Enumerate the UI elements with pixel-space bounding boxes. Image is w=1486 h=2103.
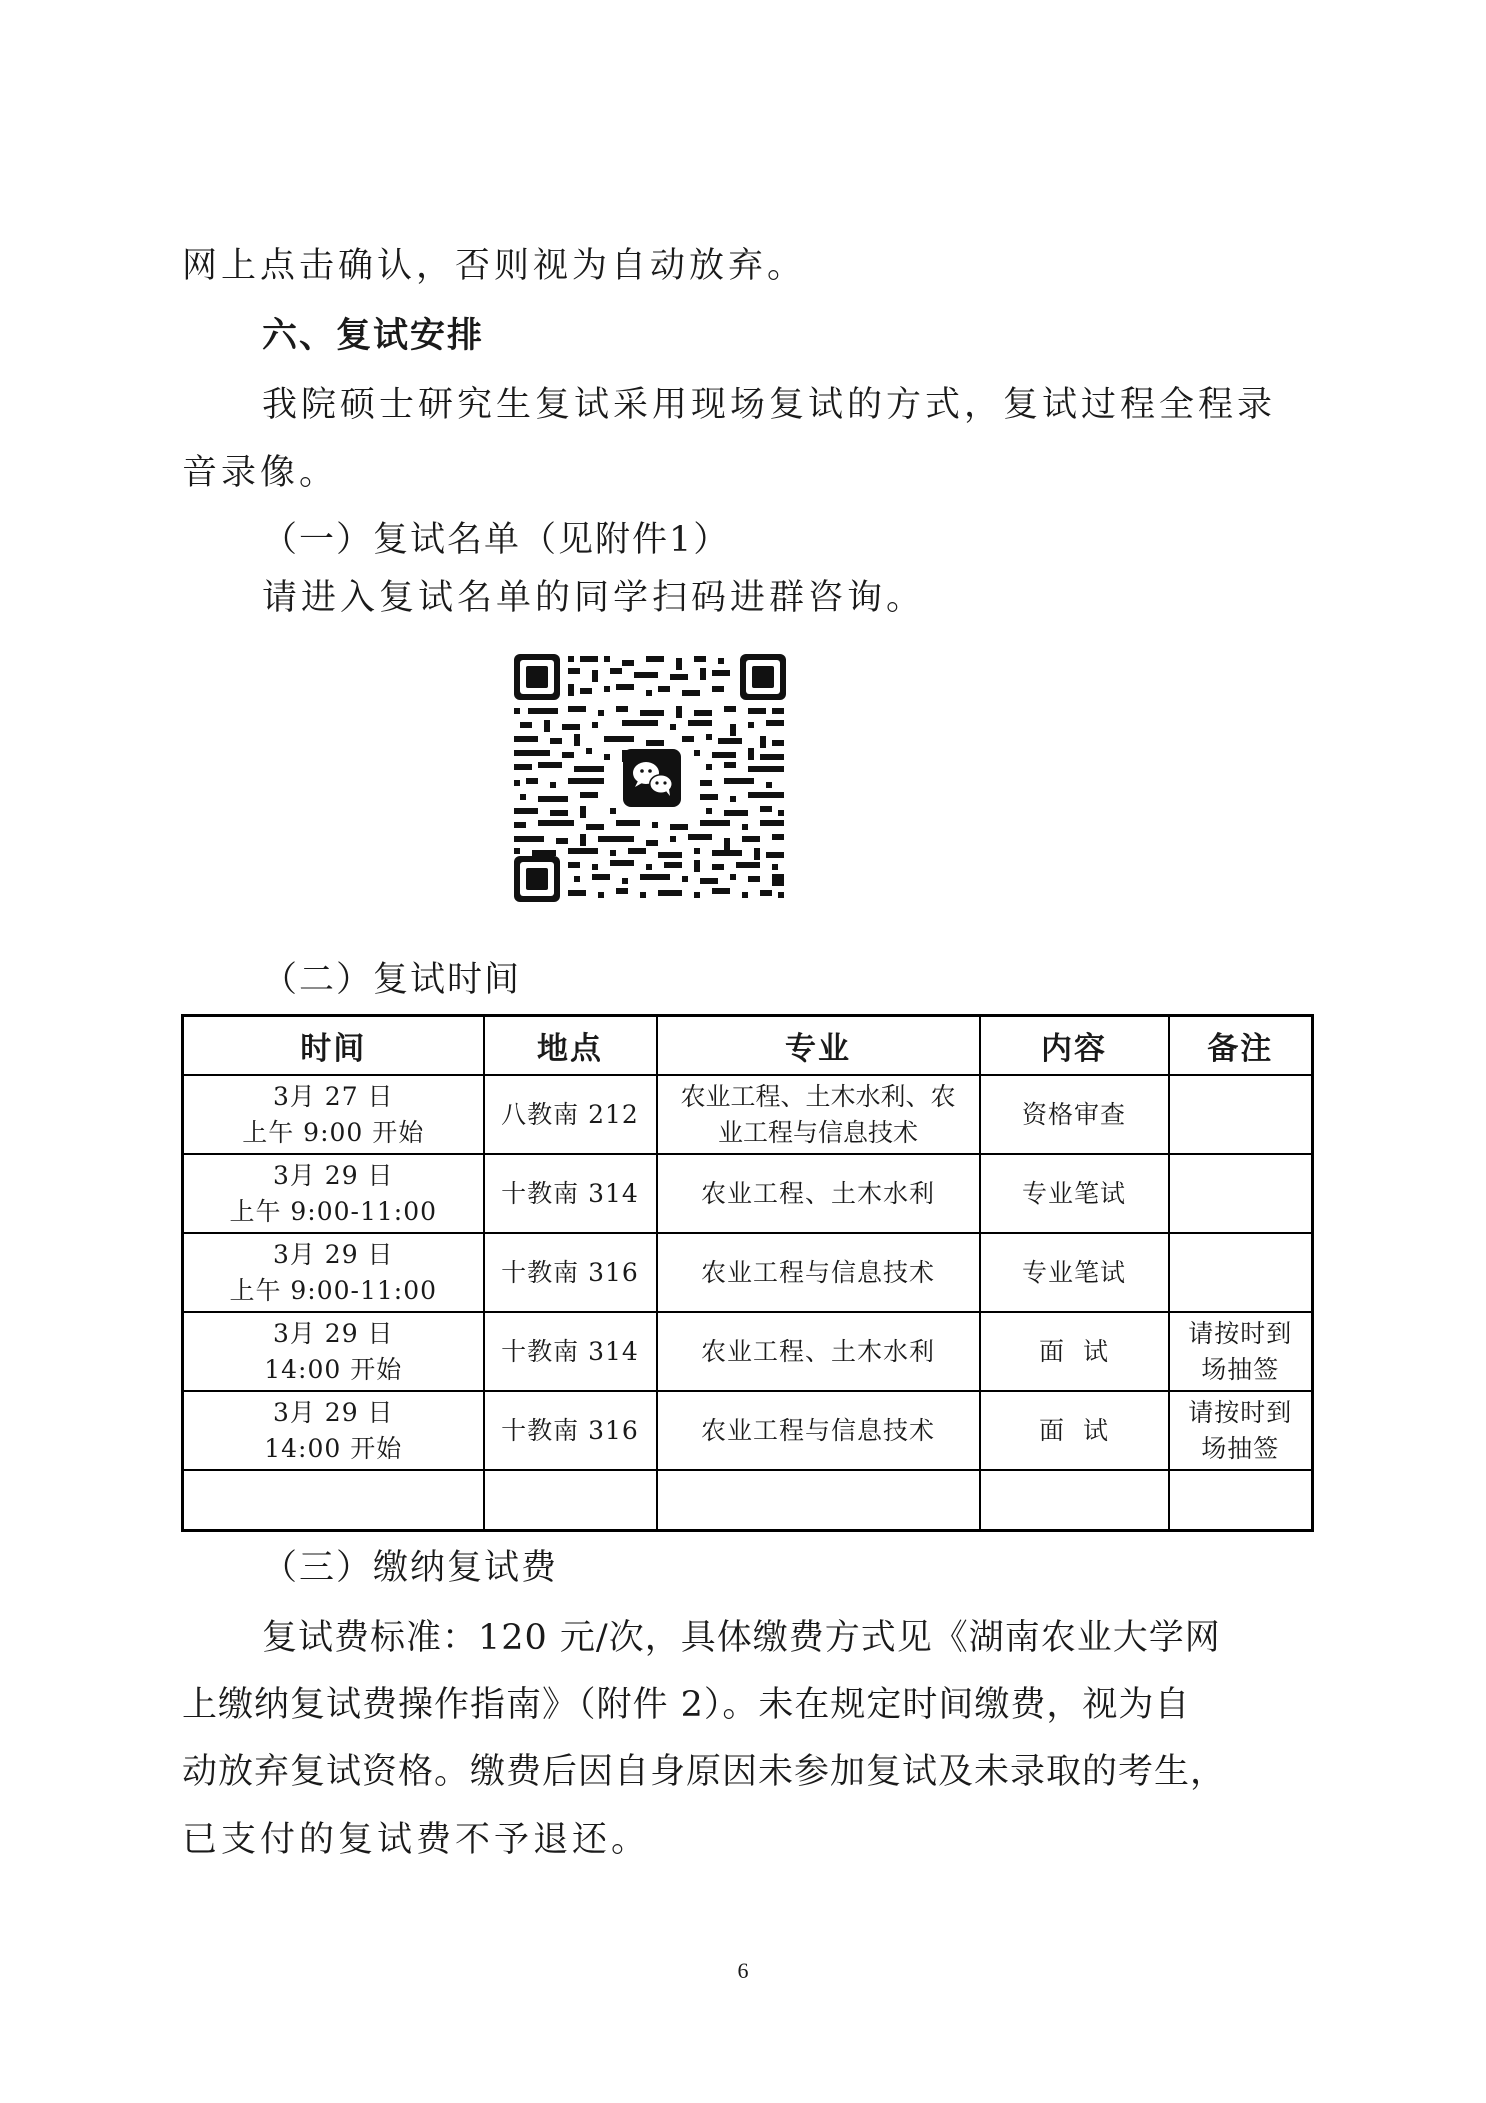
wechat-icon [623, 749, 681, 807]
cell-content: 资格审查 [980, 1075, 1169, 1154]
cell-content: 面 试 [980, 1312, 1169, 1391]
major-line1: 农业工程、土木水利 [700, 1336, 935, 1366]
page-number: 6 [737, 1958, 749, 1983]
cell-time [183, 1075, 484, 1154]
header-major: 专业 [657, 1016, 980, 1076]
cell-content [980, 1470, 1169, 1531]
header-time: 时间 [183, 1016, 484, 1076]
cell-major [657, 1075, 980, 1154]
cell-content: 面 试 [980, 1391, 1169, 1470]
cell-note [1169, 1154, 1313, 1233]
schedule-table [181, 1014, 1314, 1532]
section-heading: 六、复试安排 [262, 316, 485, 356]
fee-paragraph-line3: 动放弃复试资格。缴费后因自身原因未参加复试及未录取的考生， [182, 1752, 1227, 1792]
time-date: 3月 29 日 [272, 1160, 394, 1190]
table-row [183, 1075, 1313, 1154]
major-line2: 业工程与信息技术 [717, 1117, 918, 1147]
table-row-empty [183, 1470, 1313, 1531]
table-row [183, 1233, 1313, 1312]
cell-time [183, 1233, 484, 1312]
qr-code[interactable] [508, 650, 792, 906]
time-hours: 上午 9:00 开始 [242, 1117, 425, 1147]
subsection1-title: （一）复试名单（见附件1） [262, 520, 731, 560]
note-line1: 请按时到 [1188, 1397, 1293, 1427]
header-content: 内容 [980, 1016, 1169, 1076]
cell-content: 专业笔试 [980, 1233, 1169, 1312]
cell-time [183, 1391, 484, 1470]
note-line2: 场抽签 [1201, 1433, 1280, 1463]
time-date: 3月 27 日 [272, 1081, 394, 1111]
major-line1: 农业工程、土木水利、农 [680, 1081, 956, 1111]
fee-paragraph-line2: 上缴纳复试费操作指南》（附件 2）。未在规定时间缴费，视为自 [182, 1685, 1191, 1725]
subsection3-title: （三）缴纳复试费 [262, 1548, 559, 1588]
fee-paragraph-line1: 复试费标准：120 元/次，具体缴费方式见《湖南农业大学网 [262, 1618, 1221, 1658]
qr-finder-bottom-left [514, 856, 560, 902]
time-hours: 上午 9:00-11:00 [229, 1275, 438, 1305]
fee-paragraph-line4: 已支付的复试费不予退还。 [182, 1820, 651, 1860]
time-hours: 14:00 开始 [264, 1433, 403, 1463]
cell-note [1169, 1312, 1313, 1391]
cell-location [484, 1470, 657, 1531]
table-header-row [183, 1016, 1313, 1076]
time-date: 3月 29 日 [272, 1239, 394, 1269]
time-date: 3月 29 日 [272, 1318, 394, 1348]
subsection2-title: （二）复试时间 [262, 960, 522, 1000]
cell-note [1169, 1470, 1313, 1531]
cell-major [657, 1312, 980, 1391]
qr-finder-top-left [514, 654, 560, 700]
header-location: 地点 [484, 1016, 657, 1076]
subsection1-text: 请进入复试名单的同学扫码进群咨询。 [262, 578, 926, 618]
cell-location: 八教南 212 [484, 1075, 657, 1154]
cell-content: 专业笔试 [980, 1154, 1169, 1233]
section-paragraph-line1: 我院硕士研究生复试采用现场复试的方式，复试过程全程录 [262, 385, 1277, 425]
major-line1: 农业工程与信息技术 [700, 1257, 935, 1287]
time-hours: 14:00 开始 [264, 1354, 403, 1384]
cell-time [183, 1154, 484, 1233]
table-row [183, 1312, 1313, 1391]
note-line2: 场抽签 [1201, 1354, 1280, 1384]
cell-location: 十教南 316 [484, 1233, 657, 1312]
time-hours: 上午 9:00-11:00 [229, 1196, 438, 1226]
cell-location: 十教南 314 [484, 1312, 657, 1391]
cell-note [1169, 1075, 1313, 1154]
cell-time [183, 1312, 484, 1391]
table-row [183, 1154, 1313, 1233]
major-line1: 农业工程与信息技术 [700, 1415, 935, 1445]
cell-location: 十教南 316 [484, 1391, 657, 1470]
intro-line: 网上点击确认，否则视为自动放弃。 [182, 246, 807, 286]
cell-location: 十教南 314 [484, 1154, 657, 1233]
cell-major [657, 1154, 980, 1233]
cell-major [657, 1470, 980, 1531]
cell-note [1169, 1233, 1313, 1312]
major-line1: 农业工程、土木水利 [700, 1178, 935, 1208]
section-paragraph-line2: 音录像。 [182, 453, 339, 493]
cell-major [657, 1233, 980, 1312]
cell-major [657, 1391, 980, 1470]
note-line1: 请按时到 [1188, 1318, 1293, 1348]
qr-finder-top-right [740, 654, 786, 700]
header-note: 备注 [1169, 1016, 1313, 1076]
cell-note [1169, 1391, 1313, 1470]
time-date: 3月 29 日 [272, 1397, 394, 1427]
table-row [183, 1391, 1313, 1470]
cell-time [183, 1470, 484, 1531]
